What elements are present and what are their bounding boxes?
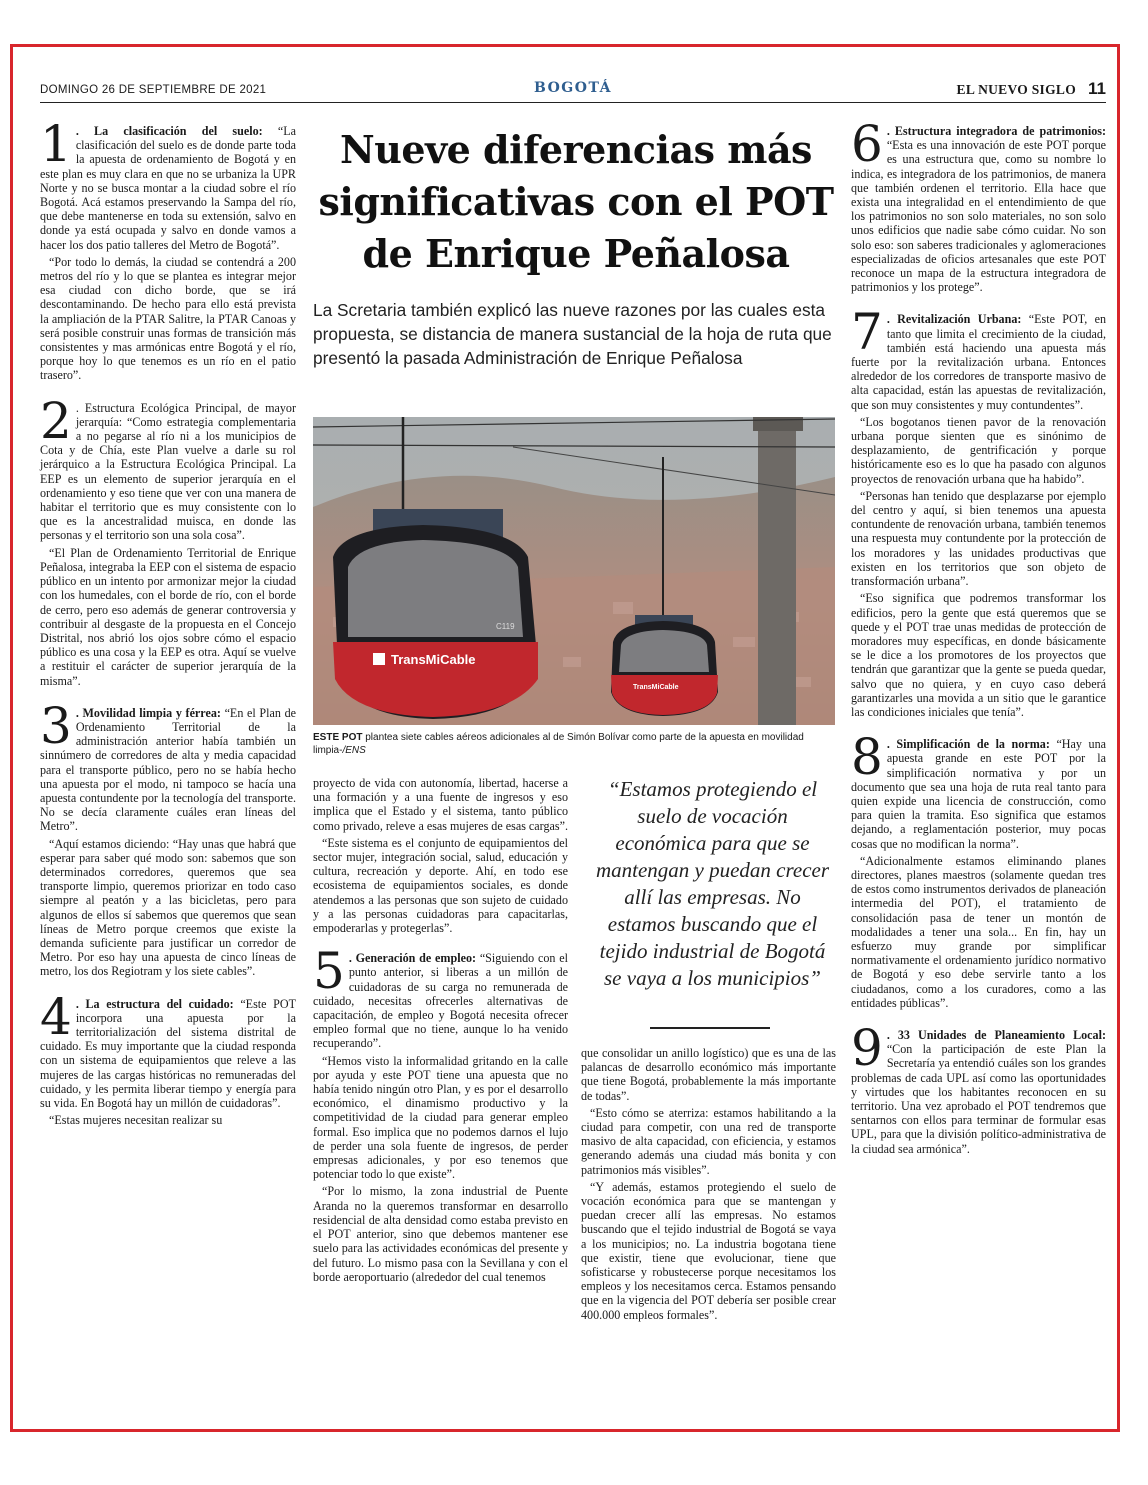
paragraph: “Los bogotanos tienen pavor de la renovación urbana porque sienten que es sinónimo de desplazamiento, de gentrificación y porque históricamente eso es lo que ha pasado con algunos proyectos de renovación urbana que ha habido”. <box>851 414 1106 486</box>
quote-divider <box>650 1027 770 1029</box>
section-1 <box>40 115 296 383</box>
car-number: C119 <box>496 622 515 631</box>
paragraph: “Eso significa que podremos transformar los edificios, pero la gente que está queremos que se quede y el POT trae unas medidas de protección de moradores muy específicas, en donde básicamente se le dice a los promotores de los proyectos que tendrán que garantizar que la gente se pueda quedar, salvo que no quiera, y en cuyo caso deberá garantizarles una movida a un sitio que le garantice las condiciones iniciales que tenía”. <box>851 591 1106 719</box>
page-header <box>40 80 1106 103</box>
column-4 <box>851 115 1106 1174</box>
column-2 <box>313 776 568 1302</box>
drop-cap-6: 6 <box>851 115 883 173</box>
cable-car-photo <box>313 417 835 725</box>
section-3-text: “En el Plan de Ordenamiento Territorial de la administración anterior había también un sinnúmero de corredores de alta y media capacidad para el transporte público, pero no se había hecho una apuesta por el modo, ni tampoco se hacía una apuesta contundente por la tecnología del transporte. No se decía claramente cuáles eran líneas del Metro”. <box>40 705 296 834</box>
pylon <box>758 417 796 725</box>
paragraph: “Hemos visto la informalidad gritando en la calle por ayuda y este POT tiene una apuesta que no había tenido ningún otro Plan, y es por el desarrollo económico, el dinamismo productivo y la competitividad de la ciudad para generar empleo formal. Eso implica que no podemos darnos el lujo de perder una sola fuente de ingresos, de perder empresas adicionales, y por eso tenemos que potenciar todo lo que existe”. <box>313 1053 568 1182</box>
section-6-title: . Estructura integradora de patrimonios: <box>886 124 1106 138</box>
section-6 <box>851 115 1106 295</box>
drop-cap-1: 1 <box>40 115 72 173</box>
issue-date: DOMINGO 26 DE SEPTIEMBRE DE 2021 <box>40 84 267 96</box>
section-5-text: “Siguiendo con el punto anterior, si liberas a un millón de cuidadoras de su carga no remunerada de cuidado, necesitas ofrecerles alternativas de capacitación, de empleo y Bogotá necesita ofrecer empleo formal que no tiene, aunque lo ha venido recuperando”. <box>313 951 568 1051</box>
page-number: 11 <box>1088 79 1106 98</box>
section-5-lead <box>313 942 568 1051</box>
drop-cap-3: 3 <box>40 696 72 755</box>
section-3 <box>40 696 296 979</box>
section-8 <box>851 728 1106 1010</box>
section-2 <box>40 391 296 688</box>
caption-credit: /ENS <box>342 745 366 756</box>
column-1 <box>40 115 296 1145</box>
column-3 <box>581 1046 836 1325</box>
section-8-title: . Simplificación de la norma: <box>886 737 1050 752</box>
section-9-text: “Con la participación de este Plan la Secretaría ya entendió cuáles son los grandes problemas de cada UPL así como las oportunidades y virtudes que los habitantes reconocen en su territorio. Una vez aprobado el POT tendremos que sentarnos con ellos para terminar de formular esas UPL, para que la división político-administrativa de la ciudad sea armónica”. <box>851 1042 1106 1156</box>
paragraph: “Por lo mismo, la zona industrial de Puente Aranda no la queremos transformar en desarrollo residencial de alta densidad como estaba previsto en el POT anterior, sino que debemos mantener ese suelo para las actividades económicas del presente y del futuro. Lo mismo pasa con la Sevillana y con el borde aeroportuario (alrededor del cual tenemos <box>313 1184 568 1284</box>
paragraph: proyecto de vida con autonomía, libertad, hacerse a una formación y a una fuente de ingresos y eso implica que el Estado y el sistema, tanto público como privado, releve a esas mujeres de esas cargas”. <box>313 776 568 833</box>
section-7-title: . Revitalización Urbana: <box>886 312 1022 327</box>
section-1-lead <box>40 115 296 252</box>
paragraph: “Aquí estamos diciendo: “Hay unas que habrá que esperar para saber qué modo son: sabemos que son determinados corredores, queremos que sea transporte limpio, queremos priorizar en todo caso siempre al peatón y a las bicicletas, pero para algunos de ellos sí sabemos que queremos que sean líneas de Metro porque creemos que existe la demanda suficiente para justificar un corredor de Metro. Por eso hay una apuesta de cinco líneas de metro, los dos Regiotram y los siete cables”. <box>40 836 296 979</box>
paragraph: “Adicionalmente estamos eliminando planes directores, planes maestros (solamente quedan tres de estos como instrumentos derivados de planeación intermedia del POT), el tratamiento de consolidación pasa de tener un montón de modalidades a tener una sola... En fin, hay un esfuerzo muy grande por simplificar normativamente el ordenamiento jurídico normativo de Bogotá y eso debe servirle tanto a los ciudadanos, como a los curadores, como a las entidades públicas”. <box>851 853 1106 1010</box>
section-8-text: “Hay una apuesta grande en este POT por la simplificación normativa y por un documento que sea una hoja de ruta real tanto para quien expide una licencia de construcción, como para quien la tramita. Eso significa que estamos dejando, a reglamentación posterior, muy pocas cosas que no modifican la norma”. <box>851 737 1106 851</box>
paragraph: que consolidar un anillo logístico) que es una de las palancas de desarrollo económico más importante que tiene Bogotá, probablemente la más importante de todas”. <box>581 1046 836 1103</box>
section-3-title: . Movilidad limpia y férrea: <box>75 705 221 720</box>
section-5 <box>313 942 568 1284</box>
pull-quote: “Estamos protegiendo el suelo de vocación económica para que se mantengan y puedan crecer allí las empresas. No estamos buscando que el tejido industrial de Bogotá se vaya a los municipios” <box>595 777 830 990</box>
drop-cap-7: 7 <box>851 303 883 362</box>
drop-cap-2: 2 <box>40 391 72 450</box>
paragraph: “Este sistema es el conjunto de equipamientos del sector mujer, integración social, salud, educación y cultura, recreación y deporte. Ahí, en todo ese ecosistema de equipamientos sociales, es donde atendemos a las personas que son sujeto de cuidado y a las personas cuidadoras para capacitarlas, empoderarlas y protegerlas”. <box>313 835 568 936</box>
paragraph: “Estas mujeres necesitan realizar su <box>49 1113 223 1128</box>
section-7 <box>851 303 1106 719</box>
section-4-title: . La estructura del cuidado: <box>75 996 234 1011</box>
drop-cap-8: 8 <box>851 728 883 787</box>
article-headline: Nueve diferencias más significativas con el POT de Enrique Peñalosa <box>318 127 834 276</box>
section-4 <box>40 987 296 1128</box>
drop-cap-4: 4 <box>40 987 72 1046</box>
drop-cap-5: 5 <box>313 942 345 1001</box>
caption-text: plantea siete cables aéreos adicionales al de Simón Bolívar como parte de la apuesta en movilidad limpia- <box>313 732 804 756</box>
paragraph: “El Plan de Ordenamiento Territorial de Enrique Peñalosa, integraba la EEP con el sistema de espacio público en un intento por armonizar mejor la ciudad con los humedales, con el borde de río, con el borde de cerro, pero eso además de generar controversia y contribuir al desgaste de la propuesta en el Concejo Distrital, nos abrió los ojos sobre cómo el espacio público es una cosa y la EEP es otra. Aquí se vuelve a restituir el carácter de superior jerarquía de la misma”. <box>40 545 296 688</box>
section-7-lead <box>851 303 1106 412</box>
section-5-title: . Generación de empleo: <box>348 951 477 966</box>
car-logo-small: TransMiCable <box>633 684 679 691</box>
section-9-lead <box>851 1018 1106 1156</box>
section-1-title: . La clasificación del suelo: <box>75 124 263 138</box>
section-name: BOGOTÁ <box>534 80 612 96</box>
article-deck: La Scretaria también explicó las nueve razones por las cuales esta propuesta, se distancia de manera sustancial de la hoja de ruta que presentó la pasada Administración de Enrique Peñalosa <box>313 300 832 368</box>
paragraph: “Y además, estamos protegiendo el suelo de vocación económica para que se mantengan y puedan crecer allí las empresas. No estamos buscando que el tejido industrial de Bogotá se vaya a los municipios; no. La industria bogotana tiene que existir, tiene que evolucionar, tiene que sofisticarse y robustecerse porque necesitamos los empleos y los necesitamos cerca. Estamos pensando que en la vigencia del POT debería ser posible crear 400.000 empleos formales”. <box>581 1179 836 1322</box>
photo-caption <box>313 731 835 757</box>
cable-car-large <box>333 509 538 719</box>
newspaper-name: EL NUEVO SIGLO <box>956 82 1076 97</box>
paragraph: “Por todo lo demás, la ciudad se contendrá a 200 metros del río y lo que se plantea es integrar mejor esa ciudad con dicho borde, que se irá descontaminando. De hecho para ello está prevista la ampliación de la PTAR Salitre, la PTAR Canoas y será posible construir unas formas de transición más consistentes y mas armónicas entre Bogotá y el río, porque hoy lo que tenemos es un río en el patio trasero”. <box>40 254 296 383</box>
section-3-lead <box>40 696 296 834</box>
section-6-text: “Esta es una innovación de este POT porque es una estructura que, como su nombre lo indica, es integradora de los patrimonios, de manera que también ordenen el territorio. Ella hace que exista una integralidad en el entendimiento de que los patrimonios no son solo materiales, no son solo unos edificios que nadie sabe cómo cuidar. No son solo eso: son saberes tradicionales y aglomeraciones especializadas de oficios artesanales que este POT reconoce un mapa de la estructura integradora de patrimonios y los protege”. <box>851 138 1106 295</box>
section-9 <box>851 1018 1106 1156</box>
section-2-text: . Estructura Ecológica Principal, de mayor jerarquía: “Como estrategia complementaria a no pegarse al río ni a los municipios de Cota y de Chía, este Plan vuelve a darle su rol jerárquico a la Estructura Ecológica Principal. La EEP es un elemento de superior jerarquía en el ordenamiento y eso tiene que ver con una manera de habitar el territorio que es muy consistente con lo que es la ancestralidad muisca, en donde las personas y el territorio son una sola cosa”. <box>40 400 296 543</box>
section-4-text: “Este POT incorpora una apuesta por la territorialización del sistema distrital de cuidado. Es muy importante que la ciudad responda con un sistema de equipamientos que releve a las mujeres de las cargas históricas no remuneradas del cuidado, y les permita liberar tiempo y energía para su vida. En Bogotá hay un millón de cuidadoras”. <box>40 996 296 1110</box>
drop-cap-9: 9 <box>851 1018 883 1077</box>
section-6-lead <box>851 115 1106 295</box>
caption-lead: ESTE POT <box>313 732 363 743</box>
section-9-title: . 33 Unidades de Planeamiento Local: <box>886 1027 1106 1042</box>
paragraph: “Esto cómo se aterriza: estamos habilitando a la ciudad para competir, con una red de transporte masivo de alta capacidad, con eficiencia, y estamos generando además una ciudad más bonita y con patrimonios más visibles”. <box>581 1105 836 1177</box>
section-4-lead <box>40 987 296 1111</box>
section-1-text: “La clasificación del suelo es de donde parte toda la apuesta de ordenamiento de Bogotá y en este plan es muy clara en que no se urbaniza la UPR Norte y no se busca montar a la ciudad sobre el río Bogotá. Acá estamos preservando la Sampa del río, que debe mantenerse en toda su extensión, salvo en donde ya está ocupada y salvo en donde vamos a hacer los dos patio talleres del Metro de Bogotá”. <box>40 124 296 252</box>
section-2-lead <box>40 391 296 543</box>
paragraph: “Personas han tenido que desplazarse por ejemplo del centro y aquí, si bien tenemos una apuesta contundente de renovación urbana, también tenemos una respuesta muy contundente por la protección de los moradores y las unidades productivas que existen en los territorios que son objeto de transformación urbana”. <box>851 488 1106 589</box>
car-logo-large: TransMiCable <box>391 652 476 667</box>
section-7-text: “Este POT, en tanto que limita el crecimiento de la ciudad, también está haciendo una apuesta más fuerte por la revitalización urbana. Entonces alrededor de los corredores de transporte masivo de alta capacidad, están las apuestas de revitalización, que son muy consistentes y muy contundentes”. <box>851 312 1106 412</box>
cable-car-small <box>611 615 718 716</box>
section-8-lead <box>851 728 1106 851</box>
